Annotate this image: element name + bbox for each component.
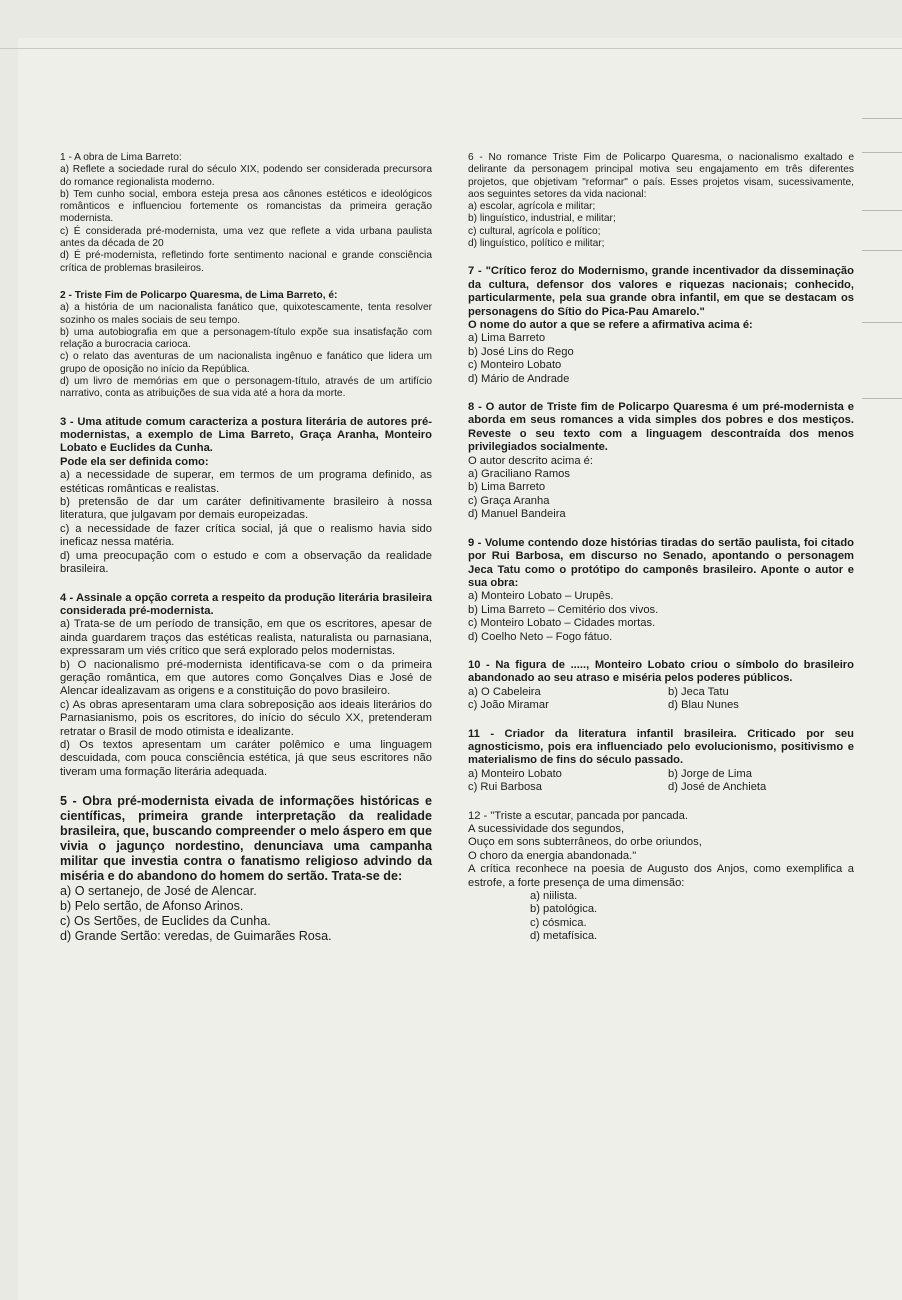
left-column: [60, 152, 432, 959]
question-3: [60, 416, 432, 577]
verse-line: Ouço em sons subterrâneos, do orbe oriundos,: [468, 836, 702, 849]
question-title: 9 - Volume contendo doze histórias tiradas do sertão paulista, foi citado por Rui Barbosa, em discurso no Senado, apontando o personagem Jeca Tatu como o protótipo do camponês brasileiro. Aponte o autor e sua obra:: [468, 536, 854, 589]
option-b[interactable]: b) José Lins do Rego: [468, 345, 574, 358]
option-d[interactable]: d) É pré-modernista, refletindo forte sentimento nacional e grande consciência crítica de problemas brasileiros.: [60, 250, 432, 274]
question-title: 11 - Criador da literatura infantil brasileira. Criticado por seu agnosticismo, pois era influenciado pelo evolucionismo, positivismo e materialismo de fins do século passado.: [468, 727, 854, 767]
option-a[interactable]: a) Graciliano Ramos: [468, 468, 570, 481]
margin-rule: [862, 210, 902, 211]
option-c[interactable]: c) a necessidade de fazer crítica social, já que o realismo havia sido ineficaz nessa matéria.: [60, 522, 432, 549]
option-a[interactable]: a) Monteiro Lobato – Urupês.: [468, 590, 614, 603]
question-title: 3 - Uma atitude comum caracteriza a postura literária de autores pré-modernistas, a exemplo de Lima Barreto, Graça Aranha, Monteiro Lobato e Euclides da Cunha.: [60, 415, 432, 455]
option-a[interactable]: a) Monteiro Lobato: [468, 767, 562, 780]
option-d[interactable]: d) Os textos apresentam um caráter polêmico e uma linguagem descuidada, com pouca consciência estética, já que seus escritores não tiveram uma formação literária adequada.: [60, 738, 432, 778]
margin-rule: [862, 118, 902, 119]
option-b[interactable]: b) Tem cunho social, embora esteja presa aos cânones estéticos e ideológicos românticos e influenciou fortemente os romancistas da primeira geração modernista.: [60, 188, 432, 225]
question-title: 6 - No romance Triste Fim de Policarpo Quaresma, o nacionalismo exaltado e delirante da personagem principal motiva seu engajamento em três diferentes projetos, que objetivam "reformar" o país. Esses projetos visam, sucessivamente, aos seguintes setores da vida nacional:: [468, 152, 854, 200]
option-a[interactable]: a) Reflete a sociedade rural do século XIX, podendo ser considerada precursora do romance regionalista moderno.: [60, 164, 432, 188]
option-c[interactable]: c) As obras apresentaram uma clara sobreposição aos ideais literários do Parnasianismo, pois os escritores, do início do século XX, pretenderam retratar o Brasil de modo otimista e idealizante.: [60, 698, 432, 738]
option-d[interactable]: d) Coelho Neto – Fogo fátuo.: [468, 630, 613, 643]
right-column: [468, 152, 854, 959]
option-c[interactable]: c) É considerada pré-modernista, uma vez que reflete a vida urbana paulista antes da década de 20: [60, 225, 432, 250]
question-10: [468, 659, 854, 713]
option-b[interactable]: b) patológica.: [530, 903, 598, 916]
question-subtitle: Pode ela ser definida como:: [60, 455, 209, 468]
option-d[interactable]: d) Grande Sertão: veredas, de Guimarães Rosa.: [60, 929, 332, 944]
option-b[interactable]: b) uma autobiografia em que a personagem-título expõe sua insatisfação com relação a burocracia carioca.: [60, 326, 432, 351]
question-2: [60, 290, 432, 401]
question-4: [60, 592, 432, 780]
option-b[interactable]: b) Lima Barreto: [468, 481, 546, 494]
question-1: [60, 152, 432, 275]
option-d[interactable]: d) José de Anchieta: [668, 781, 767, 794]
option-a[interactable]: a) Trata-se de um período de transição, em que os escritores, apesar de ainda guardarem traços das estéticas realista, naturalista ou parnasiana, expressaram um viés crítico que será explorado pelos modernistas.: [60, 618, 432, 658]
question-8: [468, 401, 854, 522]
option-b[interactable]: b) Pelo sertão, de Afonso Arinos.: [60, 899, 244, 914]
option-b[interactable]: b) O nacionalismo pré-modernista identificava-se com o da primeira geração romântica, em que autores como Gonçalves Dias e José de Alencar idealizavam as origens e a constituição do povo brasileiro.: [60, 658, 432, 698]
question-statement: A crítica reconhece na poesia de Augusto dos Anjos, como exemplifica a estrofe, a forte presença de uma dimensão:: [468, 863, 854, 889]
margin-rule: [862, 152, 902, 153]
margin-rule: [862, 398, 902, 399]
question-11: [468, 728, 854, 795]
option-b[interactable]: b) Lima Barreto – Cemitério dos vivos.: [468, 603, 659, 616]
question-5: [60, 794, 432, 944]
question-title: 4 - Assinale a opção correta a respeito da produção literária brasileira considerada pré-modernista.: [60, 591, 432, 617]
option-c[interactable]: c) o relato das aventuras de um nacionalista ingênuo e fanático que lidera um grupo de oposição no início da República.: [60, 351, 432, 375]
question-subtitle: O nome do autor a que se refere a afirmativa acima é:: [468, 319, 753, 331]
options-grid: [468, 686, 854, 713]
option-d[interactable]: d) uma preocupação com o estudo e com a observação da realidade brasileira.: [60, 549, 432, 576]
question-title: 10 - Na figura de ....., Monteiro Lobato criou o símbolo do brasileiro abandonado ao seu atraso e miséria pelos poderes públicos.: [468, 658, 854, 685]
option-d[interactable]: d) Blau Nunes: [668, 699, 739, 712]
option-a[interactable]: a) O Cabeleira: [468, 685, 541, 698]
question-title: 1 - A obra de Lima Barreto:: [60, 152, 182, 163]
option-b[interactable]: b) linguístico, industrial, e militar;: [468, 213, 616, 225]
question-title: 12 - "Triste a escutar, pancada por pancada.: [468, 809, 688, 822]
option-c[interactable]: c) Monteiro Lobato – Cidades mortas.: [468, 617, 656, 630]
option-c[interactable]: c) João Miramar: [468, 699, 549, 712]
option-c[interactable]: c) Monteiro Lobato: [468, 359, 562, 372]
option-d[interactable]: d) Mário de Andrade: [468, 372, 570, 385]
question-subtitle: O autor descrito acima é:: [468, 454, 593, 467]
option-d[interactable]: d) Manuel Bandeira: [468, 508, 566, 521]
question-title: 8 - O autor de Triste fim de Policarpo Quaresma é um pré-modernista e aborda em seus romances a vida simples dos pobres e dos mestiços. Reveste o seu texto com a linguagem descontraída dos menos privilegiados socialmente.: [468, 401, 854, 454]
margin-rule: [862, 322, 902, 323]
option-a[interactable]: a) O sertanejo, de José de Alencar.: [60, 884, 257, 899]
option-a[interactable]: a) a necessidade de superar, em termos de um programa definido, as estéticas românticas e realistas.: [60, 469, 432, 495]
question-title: 2 - Triste Fim de Policarpo Quaresma, de Lima Barreto, é:: [60, 289, 338, 301]
paper-fold-line: [0, 48, 902, 49]
option-a[interactable]: a) Lima Barreto: [468, 332, 546, 345]
option-d[interactable]: d) metafísica.: [530, 930, 598, 943]
margin-rule: [862, 250, 902, 251]
options-grid: [468, 768, 854, 795]
verse-line: A sucessividade dos segundos,: [468, 823, 625, 835]
question-title: 7 - "Crítico feroz do Modernismo, grande incentivador da disseminação da cultura, defensor dos valores e riquezas nacionais; conhecido, particularmente, pela sua grande obra infantil, em que se destacam os personagens do Sítio do Pica-Pau Amarelo.": [468, 265, 854, 318]
option-c[interactable]: c) Rui Barbosa: [468, 781, 542, 794]
option-b[interactable]: b) pretensão de dar um caráter definitivamente brasileiro à nossa literatura, que julgavam por demais europeizadas.: [60, 496, 432, 522]
verse-line: O choro da energia abandonada.": [468, 849, 637, 862]
option-a[interactable]: a) a história de um nacionalista fanático que, quixotescamente, tenta resolver sozinho os males sociais de seu tempo.: [60, 302, 432, 326]
option-a[interactable]: a) niilista.: [530, 890, 578, 903]
option-b[interactable]: b) Jorge de Lima: [668, 767, 752, 780]
question-title: 5 - Obra pré-modernista eivada de informações históricas e científicas, primeira grande interpretação da realidade brasileira, que, buscando compreender o melo áspero em que vivia o jagunço nordestino, denunciava uma campanha militar que investia contra o fanatismo religioso advindo da miséria e do abandono do homem do sertão. Trata-se de:: [60, 794, 432, 884]
question-12: [468, 810, 854, 944]
option-a[interactable]: a) escolar, agrícola e militar;: [468, 201, 596, 213]
option-d[interactable]: d) um livro de memórias em que o personagem-título, através de um artifício narrativo, conta as atribuições de sua vida até a hora da morte.: [60, 376, 432, 400]
question-7: [468, 265, 854, 386]
option-b[interactable]: b) Jeca Tatu: [668, 685, 729, 698]
option-c[interactable]: c) Graça Aranha: [468, 494, 550, 507]
option-d[interactable]: d) linguístico, político e militar;: [468, 238, 605, 250]
option-c[interactable]: c) Os Sertões, de Euclides da Cunha.: [60, 914, 271, 929]
option-c[interactable]: c) cósmica.: [530, 916, 587, 929]
question-6: [468, 152, 854, 250]
option-c[interactable]: c) cultural, agrícola e político;: [468, 225, 601, 237]
question-9: [468, 537, 854, 644]
